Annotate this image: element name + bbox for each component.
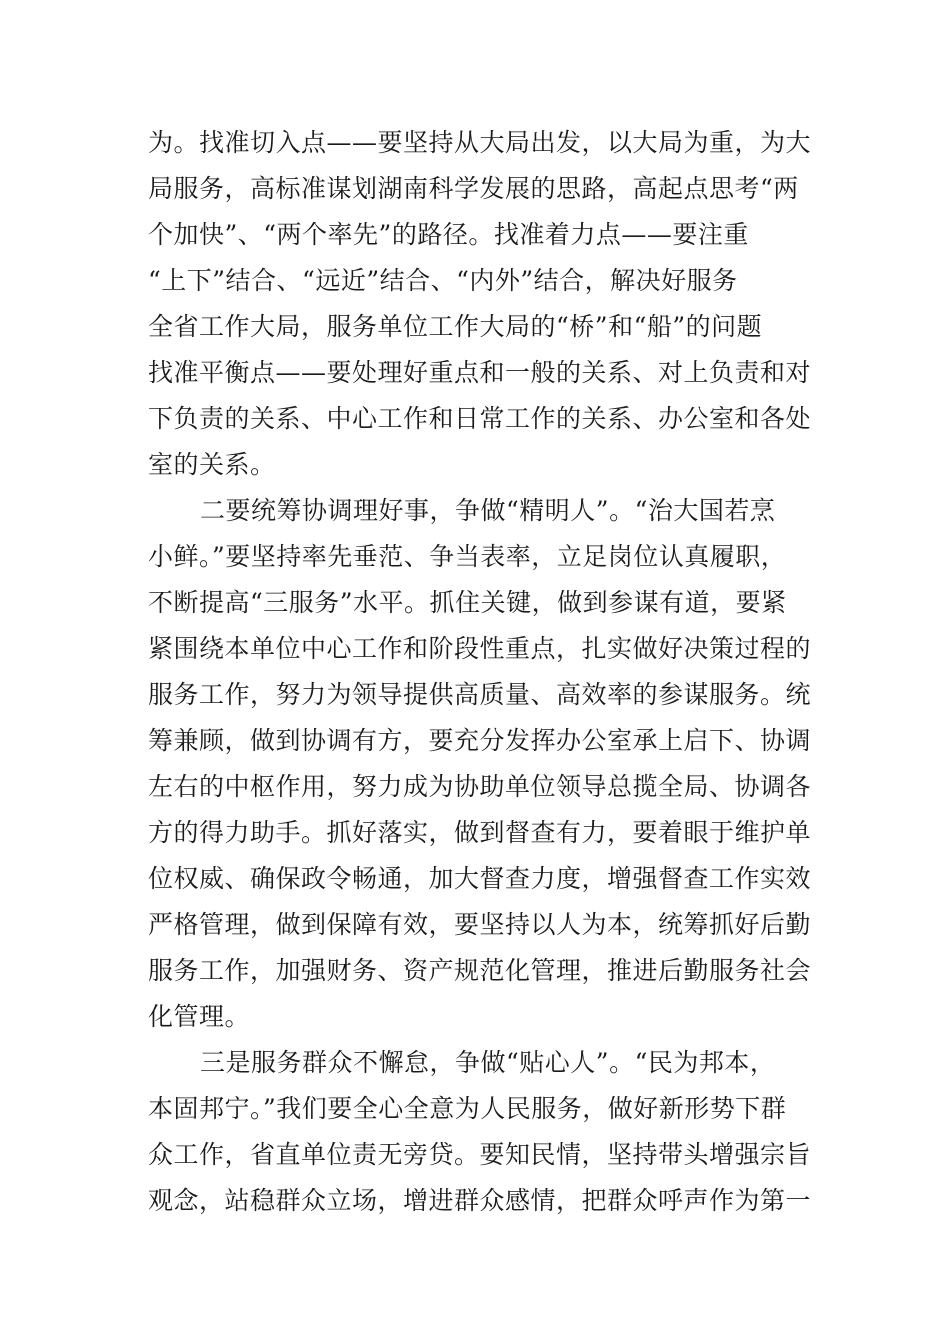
text-line: 严格管理，做到保障有效，要坚持以人为本，统筹抓好后勤 [148,910,812,939]
text-line: 紧围绕本单位中心工作和阶段性重点，扎实做好决策过程的 [148,634,812,663]
text-line: 位权威、确保政令畅通，加大督查力度，增强督查工作实效 [148,864,812,893]
text-line: 下负责的关系、中心工作和日常工作的关系、办公室和各处 [148,404,812,433]
text-line: “上下”结合、“远近”结合、“内外”结合，解决好服务 [148,266,738,295]
text-line: 为。找准切入点——要坚持从大局出发，以大局为重，为大 [148,128,812,157]
text-line: 不断提高“三服务”水平。抓住关键，做到参谋有道，要紧 [148,588,787,617]
text-line: 局服务，高标准谋划湖南科学发展的思路，高起点思考“两 [148,174,799,203]
text-line: 服务工作，努力为领导提供高质量、高效率的参谋服务。统 [148,680,812,709]
text-line: 小鲜。”要坚持率先垂范、争当表率，立足岗位认真履职， [148,542,787,571]
text-line: 左右的中枢作用，努力成为协助单位领导总揽全局、协调各 [148,772,812,801]
text-line: 全省工作大局，服务单位工作大局的“桥”和“船”的问题 [148,312,763,341]
text-line: 本固邦宁。”我们要全心全意为人民服务，做好新形势下群 [148,1094,787,1123]
text-line: 服务工作，加强财务、资产规范化管理，推进后勤服务社会 [148,956,812,985]
text-line: 筹兼顾，做到协调有方，要充分发挥办公室承上启下、协调 [148,726,812,755]
text-line: 方的得力助手。抓好落实，做到督查有力，要着眼于维护单 [148,818,812,847]
text-line: 观念，站稳群众立场，增进群众感情，把群众呼声作为第一 [148,1186,812,1215]
text-line: 三是服务群众不懈怠，争做“贴心人”。“民为邦本， [200,1048,776,1077]
body-text [148,120,812,1224]
text-line: 二要统筹协调理好事，争做“精明人”。“治大国若烹 [200,496,776,525]
text-line: 化管理。 [148,1002,251,1031]
text-line: 众工作，省直单位责无旁贷。要知民情，坚持带头增强宗旨 [148,1140,812,1169]
text-line: 个加快”、“两个率先”的路径。找准着力点——要注重 [148,220,749,249]
text-line: 找准平衡点——要处理好重点和一般的关系、对上负责和对 [148,358,812,387]
text-line: 室的关系。 [148,450,276,479]
